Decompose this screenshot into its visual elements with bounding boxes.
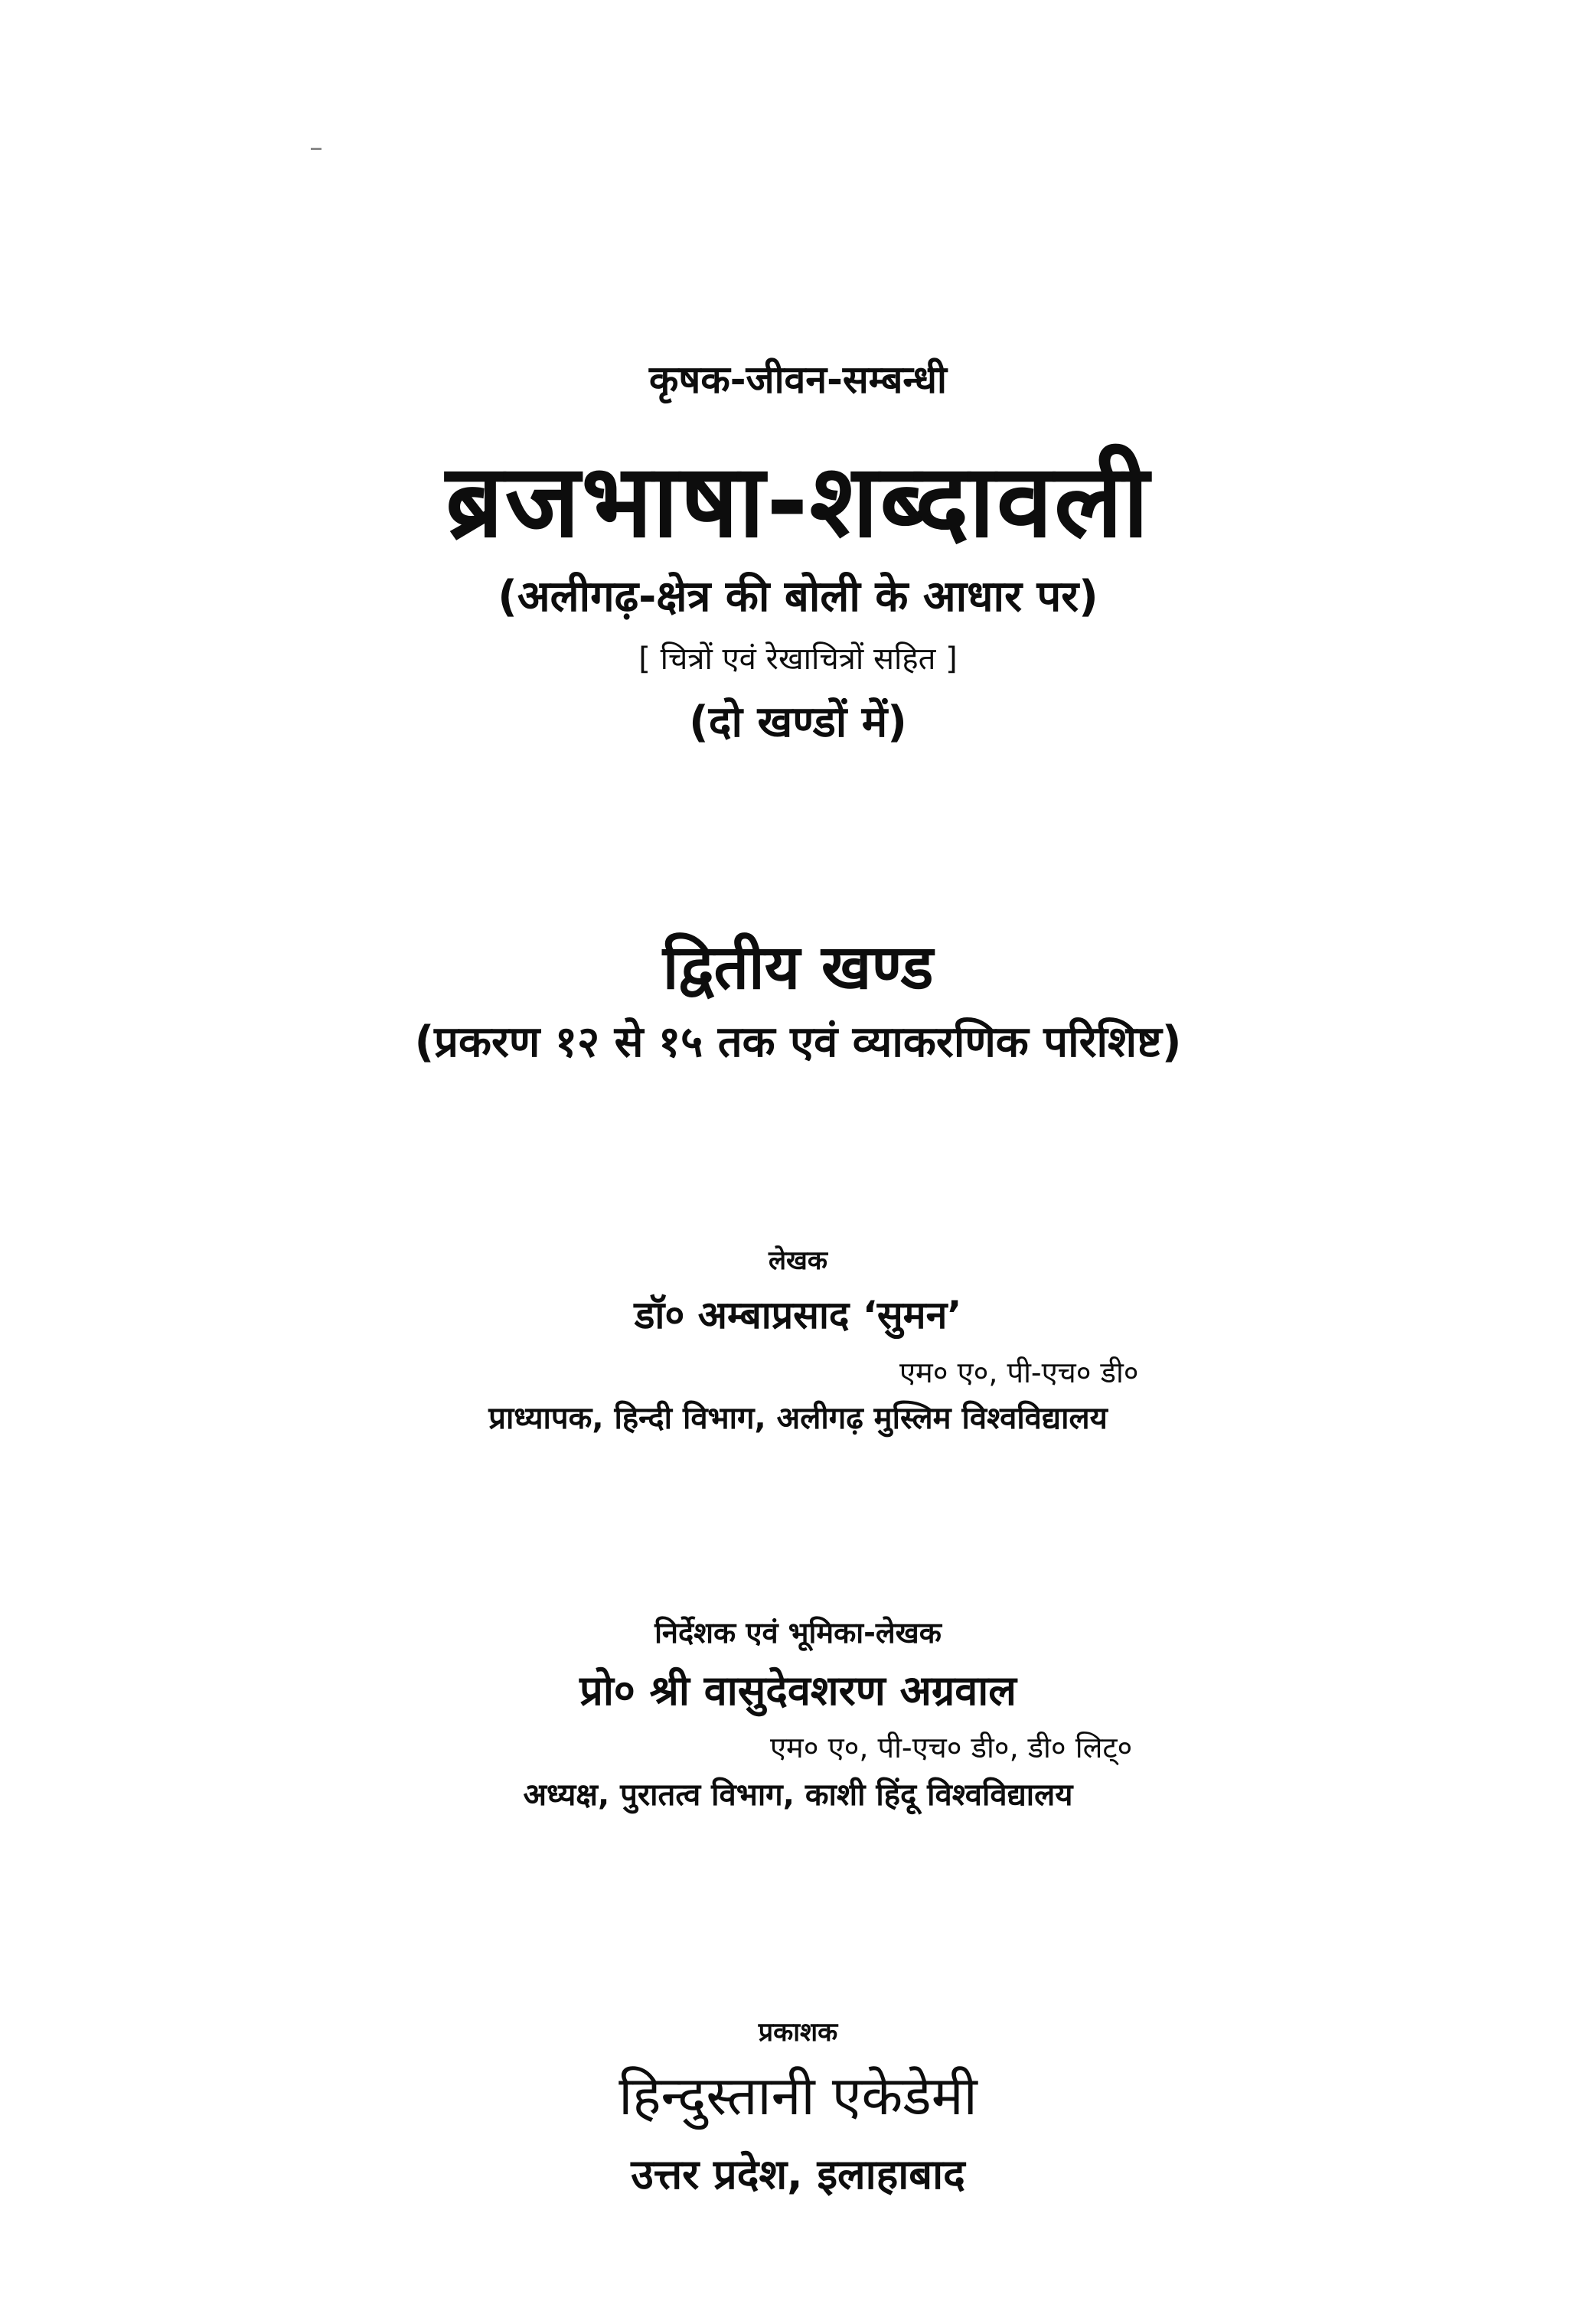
director-degree: एम० ए०, पी-एच० डी०, डी० लिट्०	[770, 1731, 1133, 1764]
author-degree: एम० ए०, पी-एच० डी०	[899, 1356, 1139, 1389]
volume-range: (प्रकरण १२ से १५ तक एवं व्याकरणिक परिशिष्ट)	[414, 1017, 1182, 1067]
publisher-name: हिन्दुस्तानी एकेडेमी	[618, 2065, 978, 2127]
illustrations-note: [ चित्रों एवं रेखाचित्रों सहित ]	[638, 641, 958, 677]
volume-title: द्वितीय खण्ड	[662, 932, 934, 1003]
publisher-label: प्रकाशक	[758, 2017, 838, 2048]
author-post: प्राध्यापक, हिन्दी विभाग, अलीगढ़ मुस्लिम विश्वविद्यालय	[488, 1401, 1108, 1436]
region-note: (अलीगढ़-क्षेत्र की बोली के आधार पर)	[498, 572, 1098, 622]
director-label: निर्देशक एवं भूमिका-लेखक	[654, 1616, 942, 1650]
publisher-place: उत्तर प्रदेश, इलाहाबाद	[631, 2150, 965, 2198]
stray-scan-mark	[311, 148, 321, 150]
director-name: प्रो० श्री वासुदेवशरण अग्रवाल	[579, 1666, 1017, 1715]
author-name: डॉ० अम्बाप्रसाद ‘सुमन’	[634, 1293, 962, 1337]
subtitle-top: कृषक-जीवन-सम्बन्धी	[649, 357, 947, 402]
main-title: ब्रजभाषा-शब्दावली	[446, 442, 1150, 560]
volumes-note: (दो खण्डों में)	[689, 697, 907, 747]
director-post: अध्यक्ष, पुरातत्व विभाग, काशी हिंदू विश्वविद्यालय	[523, 1777, 1073, 1813]
author-label: लेखक	[769, 1245, 827, 1276]
